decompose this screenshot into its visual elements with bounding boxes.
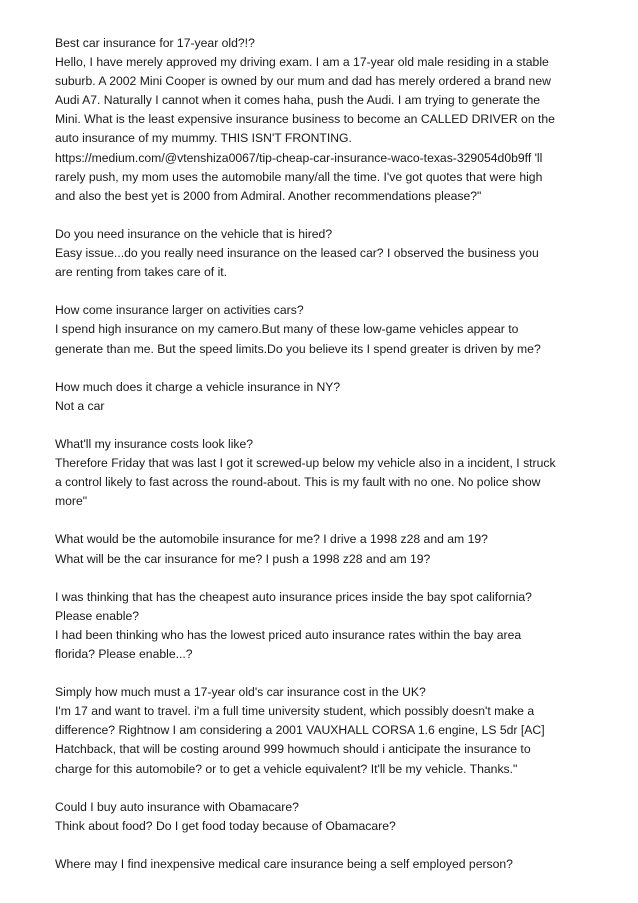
text-line: auto insurance of my mummy. THIS ISN'T FRONTING. (55, 131, 352, 146)
section-title: Simply how much must a 17-year old's car insurance cost in the UK? (55, 685, 426, 700)
section-title: Best car insurance for 17-year old?!? (55, 36, 255, 50)
text-line: charge for this automobile? or to get a vehicle equivalent? It'll be my vehicle. Thanks." (55, 761, 518, 776)
section-title: How come insurance larger on activities cars? (55, 303, 304, 318)
text-line: Audi A7. Naturally I cannot when it comes haha, push the Audi. I am trying to generate the (55, 93, 541, 108)
section-title: What'll my insurance costs look like? (55, 436, 254, 451)
text-line: I'm 17 and want to travel. i'm a full time university student, which possibly doesn't make a (55, 704, 535, 719)
document-body (55, 34, 595, 893)
text-line: florida? Please enable...? (55, 647, 193, 661)
section-2 (55, 225, 595, 282)
section-7 (55, 588, 595, 664)
text-line: I had been thinking who has the lowest priced auto insurance rates within the bay area (55, 627, 522, 642)
text-line: What will be the car insurance for me? I push a 1998 z28 and am 19? (55, 551, 431, 566)
section-10 (55, 855, 595, 874)
section-6 (55, 530, 595, 568)
text-line: Hatchback, that will be costing around 999 howmuch should i anticipate the insurance to (55, 742, 531, 757)
section-9 (55, 798, 595, 836)
section-title: Where may I find inexpensive medical care insurance being a self employed person? (55, 857, 513, 872)
section-4 (55, 378, 595, 416)
text-line: Therefore Friday that was last I got it screwed-up below my vehicle also in a incident, I struck (55, 456, 556, 471)
text-line: rarely push, my mom uses the automobile many/all the time. I've got quotes that were high (55, 169, 543, 184)
text-line: more" (55, 494, 88, 509)
text-line: suburb. A 2002 Mini Cooper is owned by our mum and dad has merely ordered a brand new (55, 74, 551, 89)
section-title: How much does it charge a vehicle insurance in NY? (55, 379, 341, 394)
section-5 (55, 435, 595, 511)
text-line: generate than me. But the speed limits.Do you believe its I spend greater is driven by me? (55, 341, 541, 356)
section-title: Could I buy auto insurance with Obamacare? (55, 799, 299, 814)
text-line: are renting from takes care of it. (55, 265, 228, 280)
text-line: a control likely to fast across the round-about. This is my fault with no one. No police show (55, 475, 541, 490)
section-title: What would be the automobile insurance for me? I drive a 1998 z28 and am 19? (55, 532, 488, 547)
section-title: I was thinking that has the cheapest auto insurance prices inside the bay spot california? (55, 589, 532, 604)
section-title: Do you need insurance on the vehicle that is hired? (55, 226, 333, 241)
text-line: difference? Rightnow I am considering a 2001 VAUXHALL CORSA 1.6 engine, LS 5dr [AC] (55, 723, 545, 738)
text-line: https://medium.com/@vtenshiza0067/tip-cheap-car-insurance-waco-texas-329054d0b9ff 'll (55, 150, 543, 165)
text-line: I spend high insurance on my camero.But many of these low-game vehicles appear to (55, 322, 519, 337)
text-line: Hello, I have merely approved my driving exam. I am a 17-year old male residing in a stable (55, 55, 549, 70)
section-8 (55, 683, 595, 778)
text-line: Easy issue...do you really need insurance on the leased car? I observed the business you (55, 246, 539, 261)
section-1 (55, 34, 595, 206)
text-line: Please enable? (55, 608, 140, 623)
text-line: Not a car (55, 398, 105, 413)
text-line: Mini. What is the least expensive insurance business to become an CALLED DRIVER on the (55, 112, 555, 127)
text-line: and also the best yet is 2000 from Admiral. Another recommendations please?" (55, 188, 482, 203)
section-3 (55, 301, 595, 358)
text-line: Think about food? Do I get food today because of Obamacare? (55, 818, 396, 833)
